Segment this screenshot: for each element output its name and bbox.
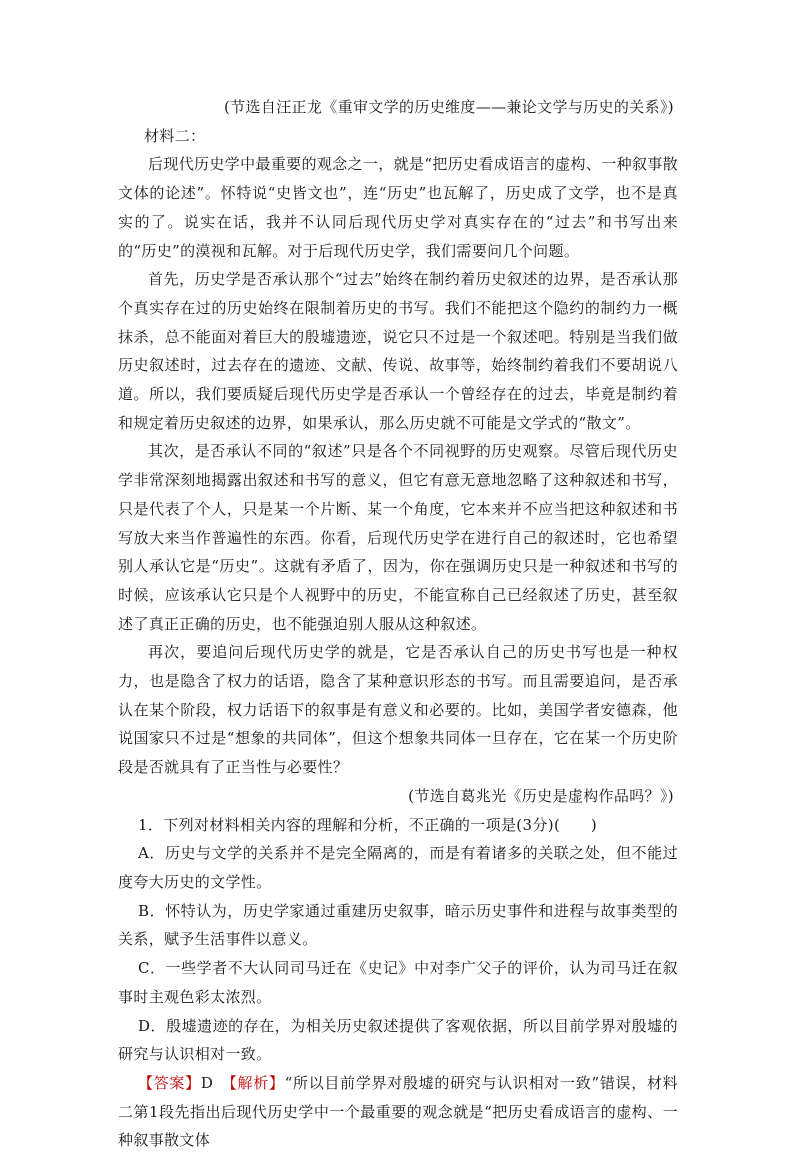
paragraph-2: 首先，历史学是否承认那个“过去”始终在制约着历史叙述的边界，是否承认那个真实存在过的历史始终在限制着历史的书写。我们不能把这个隐约的制约力一概抹杀，总不能面对着巨大的殷墟遗迹，说它只不过是一个叙述吧。特别是当我们做历史叙述时，过去存在的遗迹、文献、传说、故事等，始终制约着我们不要胡说八道。所以，我们要质疑后现代历史学是否承认一个曾经存在的过去，毕竟是制约着和规定着历史叙述的边界，如果承认，那么历史就不可能是文学式的“散文”。 <box>118 270 678 432</box>
option-a: A．历史与文学的关系并不是完全隔离的，而是有着诸多的关联之处，但不能过度夸大历史的文学性。 <box>118 844 678 891</box>
analysis-label: 【解析】 <box>229 1073 285 1092</box>
option-d: D．殷墟遗迹的存在，为相关历史叙述提供了客观依据，所以目前学界对殷墟的研究与认识相对一致。 <box>118 1016 678 1064</box>
option-b: B．怀特认为，历史学家通过重建历史叙事，暗示历史事件和进程与故事类型的关系，赋予生活事件以意义。 <box>118 901 678 949</box>
question-stem: 1．下列对材料相关内容的理解和分析，不正确的一项是(3分)( ) <box>138 815 598 834</box>
paragraph-4: 再次，要追问后现代历史学的就是，它是否承认自己的历史书写也是一种权力，也是隐含了权力的话语，隐含了某种意识形态的书写。而且需要追问，是否承认在某个阶段，权力话语下的叙事是有意义和必要的。比如，美国学者安德森，他说国家只不过是“想象的共同体”，但这个想象共同体一旦存在，它在某一个历史阶段是否就具有了正当性与必要性？ <box>118 643 678 777</box>
answer-analysis <box>118 1069 678 1155</box>
paragraph-1: 后现代历史学中最重要的观念之一，就是“把历史看成语言的虚构、一种叙事散文体的论述”。怀特说“史皆文也”，连“历史”也瓦解了，历史成了文学，也不是真实的了。说实在话，我并不认同后现代历史学对真实存在的“过去”和书写出来的“历史”的漠视和瓦解。对于后现代历史学，我们需要问几个问题。 <box>118 155 678 260</box>
answer-label: 【答案】 <box>138 1073 201 1092</box>
analysis-text: “所以目前学界对殷墟的研究与认识相对一致”错误，材料二第1段先指出后现代历史学中一个最重要的观念就是“把历史看成语言的虚构、一种叙事散文体 <box>118 1073 679 1150</box>
paragraph-3: 其次，是否承认不同的“叙述”只是各个不同视野的历史观察。尽管后现代历史学非常深刻地揭露出叙述和书写的意义，但它有意无意地忽略了这种叙述和书写，只是代表了个人，只是某一个片断、某一个角度，它本来并不应当把这种叙述和书写放大来当作普遍性的东西。你看，后现代历史学在进行自己的叙述时，它也希望别人承认它是“历史”。这就有矛盾了，因为，你在强调历史只是一种叙述和书写的时候，应该承认它只是个人视野中的历史，不能宣称自己已经叙述了历史，甚至叙述了真正正确的历史，也不能强迫别人服从这种叙述。 <box>118 442 678 633</box>
document-content <box>118 93 678 1155</box>
source-citation-1: (节选自汪正龙《重审文学的历史维度——兼论文学与历史的关系》) <box>223 98 674 116</box>
material-heading: 材料二： <box>144 126 206 145</box>
option-c: C．一些学者不大认同司马迁在《史记》中对李广父子的评价，认为司马迁在叙事时主观色彩太浓烈。 <box>118 959 678 1006</box>
answer-value: D <box>200 1073 230 1092</box>
source-citation-2: (节选自葛兆光《历史是虚构作品吗？》) <box>408 786 674 805</box>
